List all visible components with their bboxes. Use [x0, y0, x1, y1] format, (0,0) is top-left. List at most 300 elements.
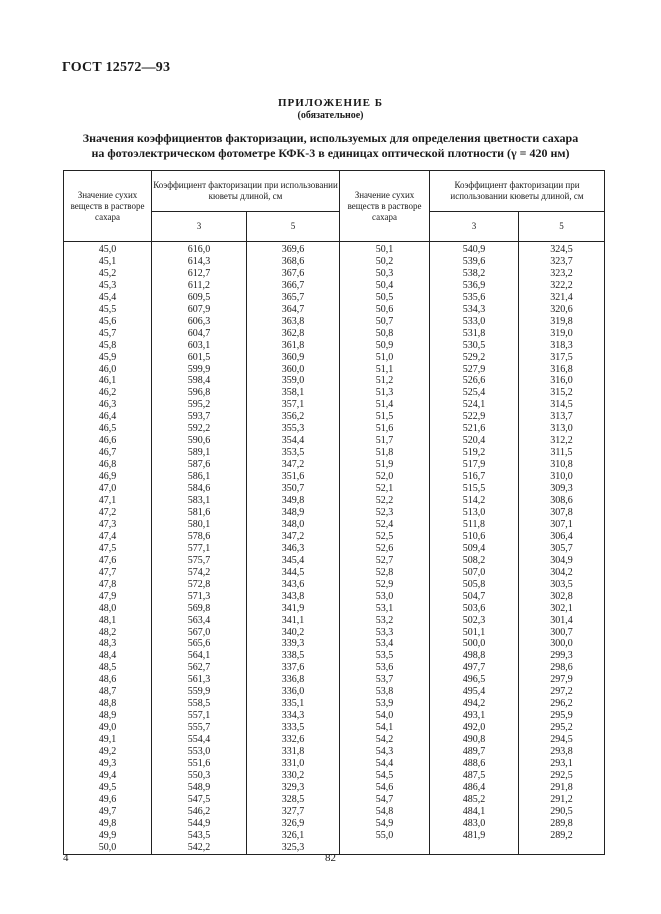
cell-conc-left: 47,2 — [64, 507, 152, 519]
cell-factor3-right: 495,4 — [430, 686, 519, 698]
cell-factor3-right: 500,0 — [430, 638, 519, 650]
cell-factor5-right: 318,3 — [519, 340, 605, 352]
cell-conc-right: 52,7 — [340, 555, 430, 567]
cell-factor5-left: 348,9 — [247, 507, 340, 519]
cell-conc-left: 48,6 — [64, 674, 152, 686]
cell-factor5-right: 291,8 — [519, 782, 605, 794]
cell-factor5-right: 293,1 — [519, 758, 605, 770]
cell-factor5-left: 361,8 — [247, 340, 340, 352]
cell-factor3-right: 486,4 — [430, 782, 519, 794]
cell-factor3-right: 510,6 — [430, 531, 519, 543]
cell-factor5-right: 299,3 — [519, 650, 605, 662]
table-row — [64, 435, 605, 447]
cell-factor5-left: 347,2 — [247, 531, 340, 543]
cell-conc-left: 47,8 — [64, 579, 152, 591]
cell-factor3-left: 603,1 — [152, 340, 247, 352]
cell-factor5-left: 345,4 — [247, 555, 340, 567]
table-row — [64, 627, 605, 639]
cell-factor3-right: 533,0 — [430, 316, 519, 328]
appendix-title: ПРИЛОЖЕНИЕ Б — [278, 97, 383, 109]
appendix-subtitle: (обязательное) — [297, 110, 364, 121]
cell-factor5-left: 341,9 — [247, 603, 340, 615]
cell-factor3-left: 547,5 — [152, 794, 247, 806]
table-row — [64, 316, 605, 328]
cell-factor5-left: 366,7 — [247, 280, 340, 292]
cell-conc-left: 46,6 — [64, 435, 152, 447]
table-row — [64, 710, 605, 722]
table-row — [64, 304, 605, 316]
cell-factor5-right: 304,9 — [519, 555, 605, 567]
cell-factor3-left: 546,2 — [152, 806, 247, 818]
cell-factor3-right: 507,0 — [430, 567, 519, 579]
cell-conc-left: 45,5 — [64, 304, 152, 316]
cell-factor3-right: 489,7 — [430, 746, 519, 758]
cell-conc-right: 55,0 — [340, 830, 430, 842]
cell-conc-right: 51,7 — [340, 435, 430, 447]
cell-factor3-left: 593,7 — [152, 411, 247, 423]
cell-conc-left: 45,2 — [64, 268, 152, 280]
page-number: 82 — [325, 852, 336, 864]
header-cuvette-3-right: 3 — [430, 212, 519, 242]
cell-factor3-right: 492,0 — [430, 722, 519, 734]
cell-conc-left: 49,3 — [64, 758, 152, 770]
cell-factor3-left: 609,5 — [152, 292, 247, 304]
cell-factor5-right: 314,5 — [519, 399, 605, 411]
cell-factor3-left: 577,1 — [152, 543, 247, 555]
cell-factor5-right: 312,2 — [519, 435, 605, 447]
cell-factor5-left: 362,8 — [247, 328, 340, 340]
cell-factor5-left: 333,5 — [247, 722, 340, 734]
cell-factor5-right: 300,7 — [519, 627, 605, 639]
cell-factor3-right: 514,2 — [430, 495, 519, 507]
cell-factor3-right: 539,6 — [430, 256, 519, 268]
cell-factor3-left: 572,8 — [152, 579, 247, 591]
cell-factor5-left: 331,0 — [247, 758, 340, 770]
table-caption-line-2: на фотоэлектрическом фотометре КФК-3 в единицах оптической плотности (γ = 420 нм) — [91, 146, 570, 160]
cell-conc-right: 51,3 — [340, 387, 430, 399]
cell-conc-left: 45,3 — [64, 280, 152, 292]
cell-factor3-left: 601,5 — [152, 352, 247, 364]
cell-factor3-right: 504,7 — [430, 591, 519, 603]
table-row — [64, 746, 605, 758]
cell-conc-right: 54,0 — [340, 710, 430, 722]
cell-conc-left: 49,1 — [64, 734, 152, 746]
table-row — [64, 399, 605, 411]
cell-factor5-left: 329,3 — [247, 782, 340, 794]
cell-factor5-right: 323,7 — [519, 256, 605, 268]
cell-conc-right: 54,5 — [340, 770, 430, 782]
cell-factor5-left: 340,2 — [247, 627, 340, 639]
cell-factor3-left: 596,8 — [152, 387, 247, 399]
cell-factor3-right: 538,2 — [430, 268, 519, 280]
cell-conc-right: 53,7 — [340, 674, 430, 686]
cell-factor5-right: 305,7 — [519, 543, 605, 555]
cell-conc-left: 47,6 — [64, 555, 152, 567]
cell-factor3-right: 490,8 — [430, 734, 519, 746]
cell-factor3-right: 531,8 — [430, 328, 519, 340]
cell-factor5-left: 367,6 — [247, 268, 340, 280]
table-row — [64, 603, 605, 615]
cell-factor5-right: 307,1 — [519, 519, 605, 531]
cell-conc-right: 54,2 — [340, 734, 430, 746]
cell-factor3-left: 544,9 — [152, 818, 247, 830]
cell-conc-left: 48,1 — [64, 615, 152, 627]
cell-factor5-right: 321,4 — [519, 292, 605, 304]
cell-conc-right: 50,5 — [340, 292, 430, 304]
cell-conc-left: 50,0 — [64, 842, 152, 854]
cell-factor5-left: 325,3 — [247, 842, 340, 854]
cell-factor3-left: 555,7 — [152, 722, 247, 734]
cell-conc-left: 45,1 — [64, 256, 152, 268]
cell-factor5-right: 316,8 — [519, 364, 605, 376]
cell-factor5-right: 317,5 — [519, 352, 605, 364]
cell-factor3-right: 498,8 — [430, 650, 519, 662]
cell-factor5-left: 336,0 — [247, 686, 340, 698]
cell-conc-left: 48,0 — [64, 603, 152, 615]
cell-factor3-left: 543,5 — [152, 830, 247, 842]
table-row — [64, 830, 605, 842]
cell-factor3-left: 575,7 — [152, 555, 247, 567]
cell-factor3-left: 606,3 — [152, 316, 247, 328]
cell-factor5-left: 331,8 — [247, 746, 340, 758]
cell-factor5-left: 335,1 — [247, 698, 340, 710]
cell-factor5-left: 369,6 — [247, 242, 340, 256]
cell-factor3-right: 505,8 — [430, 579, 519, 591]
cell-factor3-left: 612,7 — [152, 268, 247, 280]
cell-factor3-right: 508,2 — [430, 555, 519, 567]
cell-factor5-right: 290,5 — [519, 806, 605, 818]
cell-conc-right: 52,2 — [340, 495, 430, 507]
cell-factor5-left: 330,2 — [247, 770, 340, 782]
cell-conc-right: 51,2 — [340, 375, 430, 387]
header-cuvette-3-left: 3 — [152, 212, 247, 242]
cell-factor3-right: 484,1 — [430, 806, 519, 818]
cell-factor3-right: 503,6 — [430, 603, 519, 615]
table-row — [64, 638, 605, 650]
cell-conc-left: 48,8 — [64, 698, 152, 710]
table-row — [64, 770, 605, 782]
cell-conc-left: 47,9 — [64, 591, 152, 603]
cell-factor3-left: 558,5 — [152, 698, 247, 710]
cell-factor5-right: 320,6 — [519, 304, 605, 316]
cell-factor5-left: 357,1 — [247, 399, 340, 411]
table-row — [64, 423, 605, 435]
cell-factor3-right: 529,2 — [430, 352, 519, 364]
cell-factor5-left: 332,6 — [247, 734, 340, 746]
table-row — [64, 615, 605, 627]
cell-conc-left: 45,6 — [64, 316, 152, 328]
cell-conc-left: 49,8 — [64, 818, 152, 830]
cell-factor5-left: 355,3 — [247, 423, 340, 435]
cell-factor5-left: 349,8 — [247, 495, 340, 507]
cell-conc-left: 46,0 — [64, 364, 152, 376]
cell-conc-right: 54,3 — [340, 746, 430, 758]
cell-conc-left: 49,2 — [64, 746, 152, 758]
table-row — [64, 567, 605, 579]
cell-factor5-left: 326,1 — [247, 830, 340, 842]
cell-factor5-right: 294,5 — [519, 734, 605, 746]
cell-factor5-right: 293,8 — [519, 746, 605, 758]
cell-conc-left: 45,4 — [64, 292, 152, 304]
cell-factor5-left: 363,8 — [247, 316, 340, 328]
cell-factor3-left: 590,6 — [152, 435, 247, 447]
table-row — [64, 662, 605, 674]
cell-factor5-right: 319,8 — [519, 316, 605, 328]
cell-factor3-right: 485,2 — [430, 794, 519, 806]
cell-conc-left: 48,9 — [64, 710, 152, 722]
cell-factor5-right: 303,5 — [519, 579, 605, 591]
cell-conc-left: 45,9 — [64, 352, 152, 364]
cell-factor3-right: 535,6 — [430, 292, 519, 304]
cell-factor5-right: 289,2 — [519, 830, 605, 842]
cell-conc-right: 53,0 — [340, 591, 430, 603]
cell-factor3-right: 483,0 — [430, 818, 519, 830]
cell-factor5-right: 300,0 — [519, 638, 605, 650]
cell-factor3-right: 497,7 — [430, 662, 519, 674]
cell-factor5-right: 304,2 — [519, 567, 605, 579]
cell-conc-right: 51,8 — [340, 447, 430, 459]
cell-conc-right: 52,9 — [340, 579, 430, 591]
table-row — [64, 411, 605, 423]
cell-factor3-left: 595,2 — [152, 399, 247, 411]
cell-factor5-left: 337,6 — [247, 662, 340, 674]
cell-factor3-left: 611,2 — [152, 280, 247, 292]
cell-factor5-left: 328,5 — [247, 794, 340, 806]
cell-factor5-left: 326,9 — [247, 818, 340, 830]
table-row — [64, 531, 605, 543]
table-row — [64, 483, 605, 495]
cell-factor3-left: 589,1 — [152, 447, 247, 459]
cell-factor3-left: 557,1 — [152, 710, 247, 722]
cell-conc-right: 50,7 — [340, 316, 430, 328]
cell-factor5-right: 302,1 — [519, 603, 605, 615]
cell-factor5-left: 360,9 — [247, 352, 340, 364]
cell-conc-left: 45,7 — [64, 328, 152, 340]
cell-factor3-left: 550,3 — [152, 770, 247, 782]
table-row — [64, 734, 605, 746]
cell-factor5-left: 327,7 — [247, 806, 340, 818]
table-row — [64, 543, 605, 555]
cell-conc-right: 50,6 — [340, 304, 430, 316]
cell-conc-right: 54,6 — [340, 782, 430, 794]
cell-factor5-right: 310,0 — [519, 471, 605, 483]
header-concentration-left: Значение сухих веществ в растворе сахара — [64, 171, 152, 242]
cell-conc-right: 50,2 — [340, 256, 430, 268]
table-body — [64, 242, 605, 855]
cell-factor5-right: 310,8 — [519, 459, 605, 471]
cell-factor3-left: 578,6 — [152, 531, 247, 543]
cell-conc-left: 46,3 — [64, 399, 152, 411]
cell-conc-right: 54,1 — [340, 722, 430, 734]
table-row — [64, 686, 605, 698]
table-row — [64, 328, 605, 340]
table-row — [64, 698, 605, 710]
factorization-table — [63, 170, 605, 855]
cell-factor3-right: 520,4 — [430, 435, 519, 447]
cell-factor5-left: 354,4 — [247, 435, 340, 447]
cell-factor5-right: 302,8 — [519, 591, 605, 603]
cell-conc-right: 54,4 — [340, 758, 430, 770]
document-code: ГОСТ 12572—93 — [62, 60, 171, 75]
cell-factor3-right: 501,1 — [430, 627, 519, 639]
cell-conc-left: 48,7 — [64, 686, 152, 698]
cell-conc-right: 52,1 — [340, 483, 430, 495]
cell-factor3-right: 540,9 — [430, 242, 519, 256]
cell-factor3-right: 521,6 — [430, 423, 519, 435]
cell-factor3-right: 517,9 — [430, 459, 519, 471]
cell-conc-left: 47,1 — [64, 495, 152, 507]
cell-factor3-left: 551,6 — [152, 758, 247, 770]
cell-conc-right: 52,8 — [340, 567, 430, 579]
cell-conc-right: 51,4 — [340, 399, 430, 411]
table-row — [64, 375, 605, 387]
cell-factor5-right: 308,6 — [519, 495, 605, 507]
cell-factor3-left: 599,9 — [152, 364, 247, 376]
cell-conc-left: 46,7 — [64, 447, 152, 459]
cell-factor5-left: 336,8 — [247, 674, 340, 686]
cell-factor5-right: 309,3 — [519, 483, 605, 495]
cell-factor3-left: 574,2 — [152, 567, 247, 579]
cell-conc-right: 52,4 — [340, 519, 430, 531]
cell-factor3-right: 522,9 — [430, 411, 519, 423]
cell-factor3-right: 509,4 — [430, 543, 519, 555]
header-concentration-right: Значение сухих веществ в растворе сахара — [340, 171, 430, 242]
table-row — [64, 782, 605, 794]
cell-conc-right: 53,4 — [340, 638, 430, 650]
cell-factor3-left: 542,2 — [152, 842, 247, 854]
cell-conc-right: 51,5 — [340, 411, 430, 423]
table-caption-line-1: Значения коэффициентов факторизации, используемых для определения цветности сахара — [82, 131, 579, 145]
cell-conc-right: 52,0 — [340, 471, 430, 483]
cell-conc-left: 47,7 — [64, 567, 152, 579]
table-row — [64, 507, 605, 519]
cell-factor5-right: 322,2 — [519, 280, 605, 292]
table-row — [64, 758, 605, 770]
table-row — [64, 591, 605, 603]
table-row — [64, 242, 605, 256]
cell-conc-left: 49,0 — [64, 722, 152, 734]
cell-conc-left: 45,8 — [64, 340, 152, 352]
cell-factor5-right: 291,2 — [519, 794, 605, 806]
cell-conc-right: 53,2 — [340, 615, 430, 627]
cell-factor3-left: 567,0 — [152, 627, 247, 639]
cell-conc-left: 46,5 — [64, 423, 152, 435]
cell-factor5-right: 301,4 — [519, 615, 605, 627]
table-row — [64, 579, 605, 591]
table-row — [64, 447, 605, 459]
cell-factor3-left: 583,1 — [152, 495, 247, 507]
table-row — [64, 519, 605, 531]
cell-conc-left: 48,5 — [64, 662, 152, 674]
cell-conc-left: 49,7 — [64, 806, 152, 818]
cell-factor5-right: 298,6 — [519, 662, 605, 674]
cell-factor3-left: 580,1 — [152, 519, 247, 531]
cell-factor3-right: 513,0 — [430, 507, 519, 519]
cell-factor3-right: 519,2 — [430, 447, 519, 459]
cell-factor5-left: 343,6 — [247, 579, 340, 591]
cell-conc-right: 50,3 — [340, 268, 430, 280]
cell-factor3-left: 581,6 — [152, 507, 247, 519]
cell-factor3-left: 587,6 — [152, 459, 247, 471]
cell-factor5-left: 350,7 — [247, 483, 340, 495]
cell-factor3-left: 569,8 — [152, 603, 247, 615]
cell-factor3-right: 536,9 — [430, 280, 519, 292]
cell-factor5-left: 339,3 — [247, 638, 340, 650]
cell-conc-left: 46,8 — [64, 459, 152, 471]
table-row — [64, 340, 605, 352]
cell-factor5-right: 295,9 — [519, 710, 605, 722]
cell-factor5-right: 323,2 — [519, 268, 605, 280]
cell-factor3-left: 614,3 — [152, 256, 247, 268]
cell-conc-left: 47,5 — [64, 543, 152, 555]
cell-factor5-left: 343,8 — [247, 591, 340, 603]
cell-conc-left: 46,9 — [64, 471, 152, 483]
cell-factor5-left: 338,5 — [247, 650, 340, 662]
cell-conc-left: 49,6 — [64, 794, 152, 806]
cell-factor3-right: 481,9 — [430, 830, 519, 842]
cell-factor3-left: 553,0 — [152, 746, 247, 758]
cell-conc-left: 46,4 — [64, 411, 152, 423]
cell-factor3-right: 511,8 — [430, 519, 519, 531]
header-factor-right: Коэффициент факторизации при использовании кюветы длиной, см — [430, 171, 605, 212]
cell-conc-right: 53,6 — [340, 662, 430, 674]
cell-factor5-right: 306,4 — [519, 531, 605, 543]
cell-factor5-right: 313,0 — [519, 423, 605, 435]
cell-factor5-left: 356,2 — [247, 411, 340, 423]
cell-factor5-left: 348,0 — [247, 519, 340, 531]
cell-conc-left: 49,4 — [64, 770, 152, 782]
table-row — [64, 495, 605, 507]
cell-conc-right: 53,8 — [340, 686, 430, 698]
cell-factor3-right: 516,7 — [430, 471, 519, 483]
cell-factor5-right: 315,2 — [519, 387, 605, 399]
cell-factor3-left: 554,4 — [152, 734, 247, 746]
cell-conc-right: 51,1 — [340, 364, 430, 376]
cell-factor3-right: 524,1 — [430, 399, 519, 411]
cell-factor5-left: 359,0 — [247, 375, 340, 387]
footer-left-number: 4 — [63, 852, 69, 864]
cell-factor3-right: 493,1 — [430, 710, 519, 722]
cell-factor3-right: 494,2 — [430, 698, 519, 710]
cell-conc-left: 45,0 — [64, 242, 152, 256]
cell-conc-left: 48,4 — [64, 650, 152, 662]
cell-conc-right: 53,5 — [340, 650, 430, 662]
cell-factor5-right: 292,5 — [519, 770, 605, 782]
cell-conc-left: 48,2 — [64, 627, 152, 639]
cell-factor3-left: 562,7 — [152, 662, 247, 674]
cell-conc-right: 54,9 — [340, 818, 430, 830]
cell-factor5-right: 313,7 — [519, 411, 605, 423]
cell-factor3-right: 487,5 — [430, 770, 519, 782]
cell-factor5-left: 346,3 — [247, 543, 340, 555]
table-row — [64, 292, 605, 304]
cell-conc-left: 49,9 — [64, 830, 152, 842]
cell-factor3-left: 586,1 — [152, 471, 247, 483]
table-row — [64, 352, 605, 364]
cell-factor5-left: 341,1 — [247, 615, 340, 627]
cell-factor3-right: 527,9 — [430, 364, 519, 376]
cell-factor3-right: 530,5 — [430, 340, 519, 352]
cell-factor3-left: 571,3 — [152, 591, 247, 603]
cell-factor5-right: 307,8 — [519, 507, 605, 519]
cell-conc-right: 51,9 — [340, 459, 430, 471]
header-cuvette-5-right: 5 — [519, 212, 605, 242]
cell-factor5-left: 368,6 — [247, 256, 340, 268]
table-row — [64, 555, 605, 567]
cell-factor3-left: 548,9 — [152, 782, 247, 794]
cell-factor5-right: 316,0 — [519, 375, 605, 387]
cell-factor5-left: 364,7 — [247, 304, 340, 316]
